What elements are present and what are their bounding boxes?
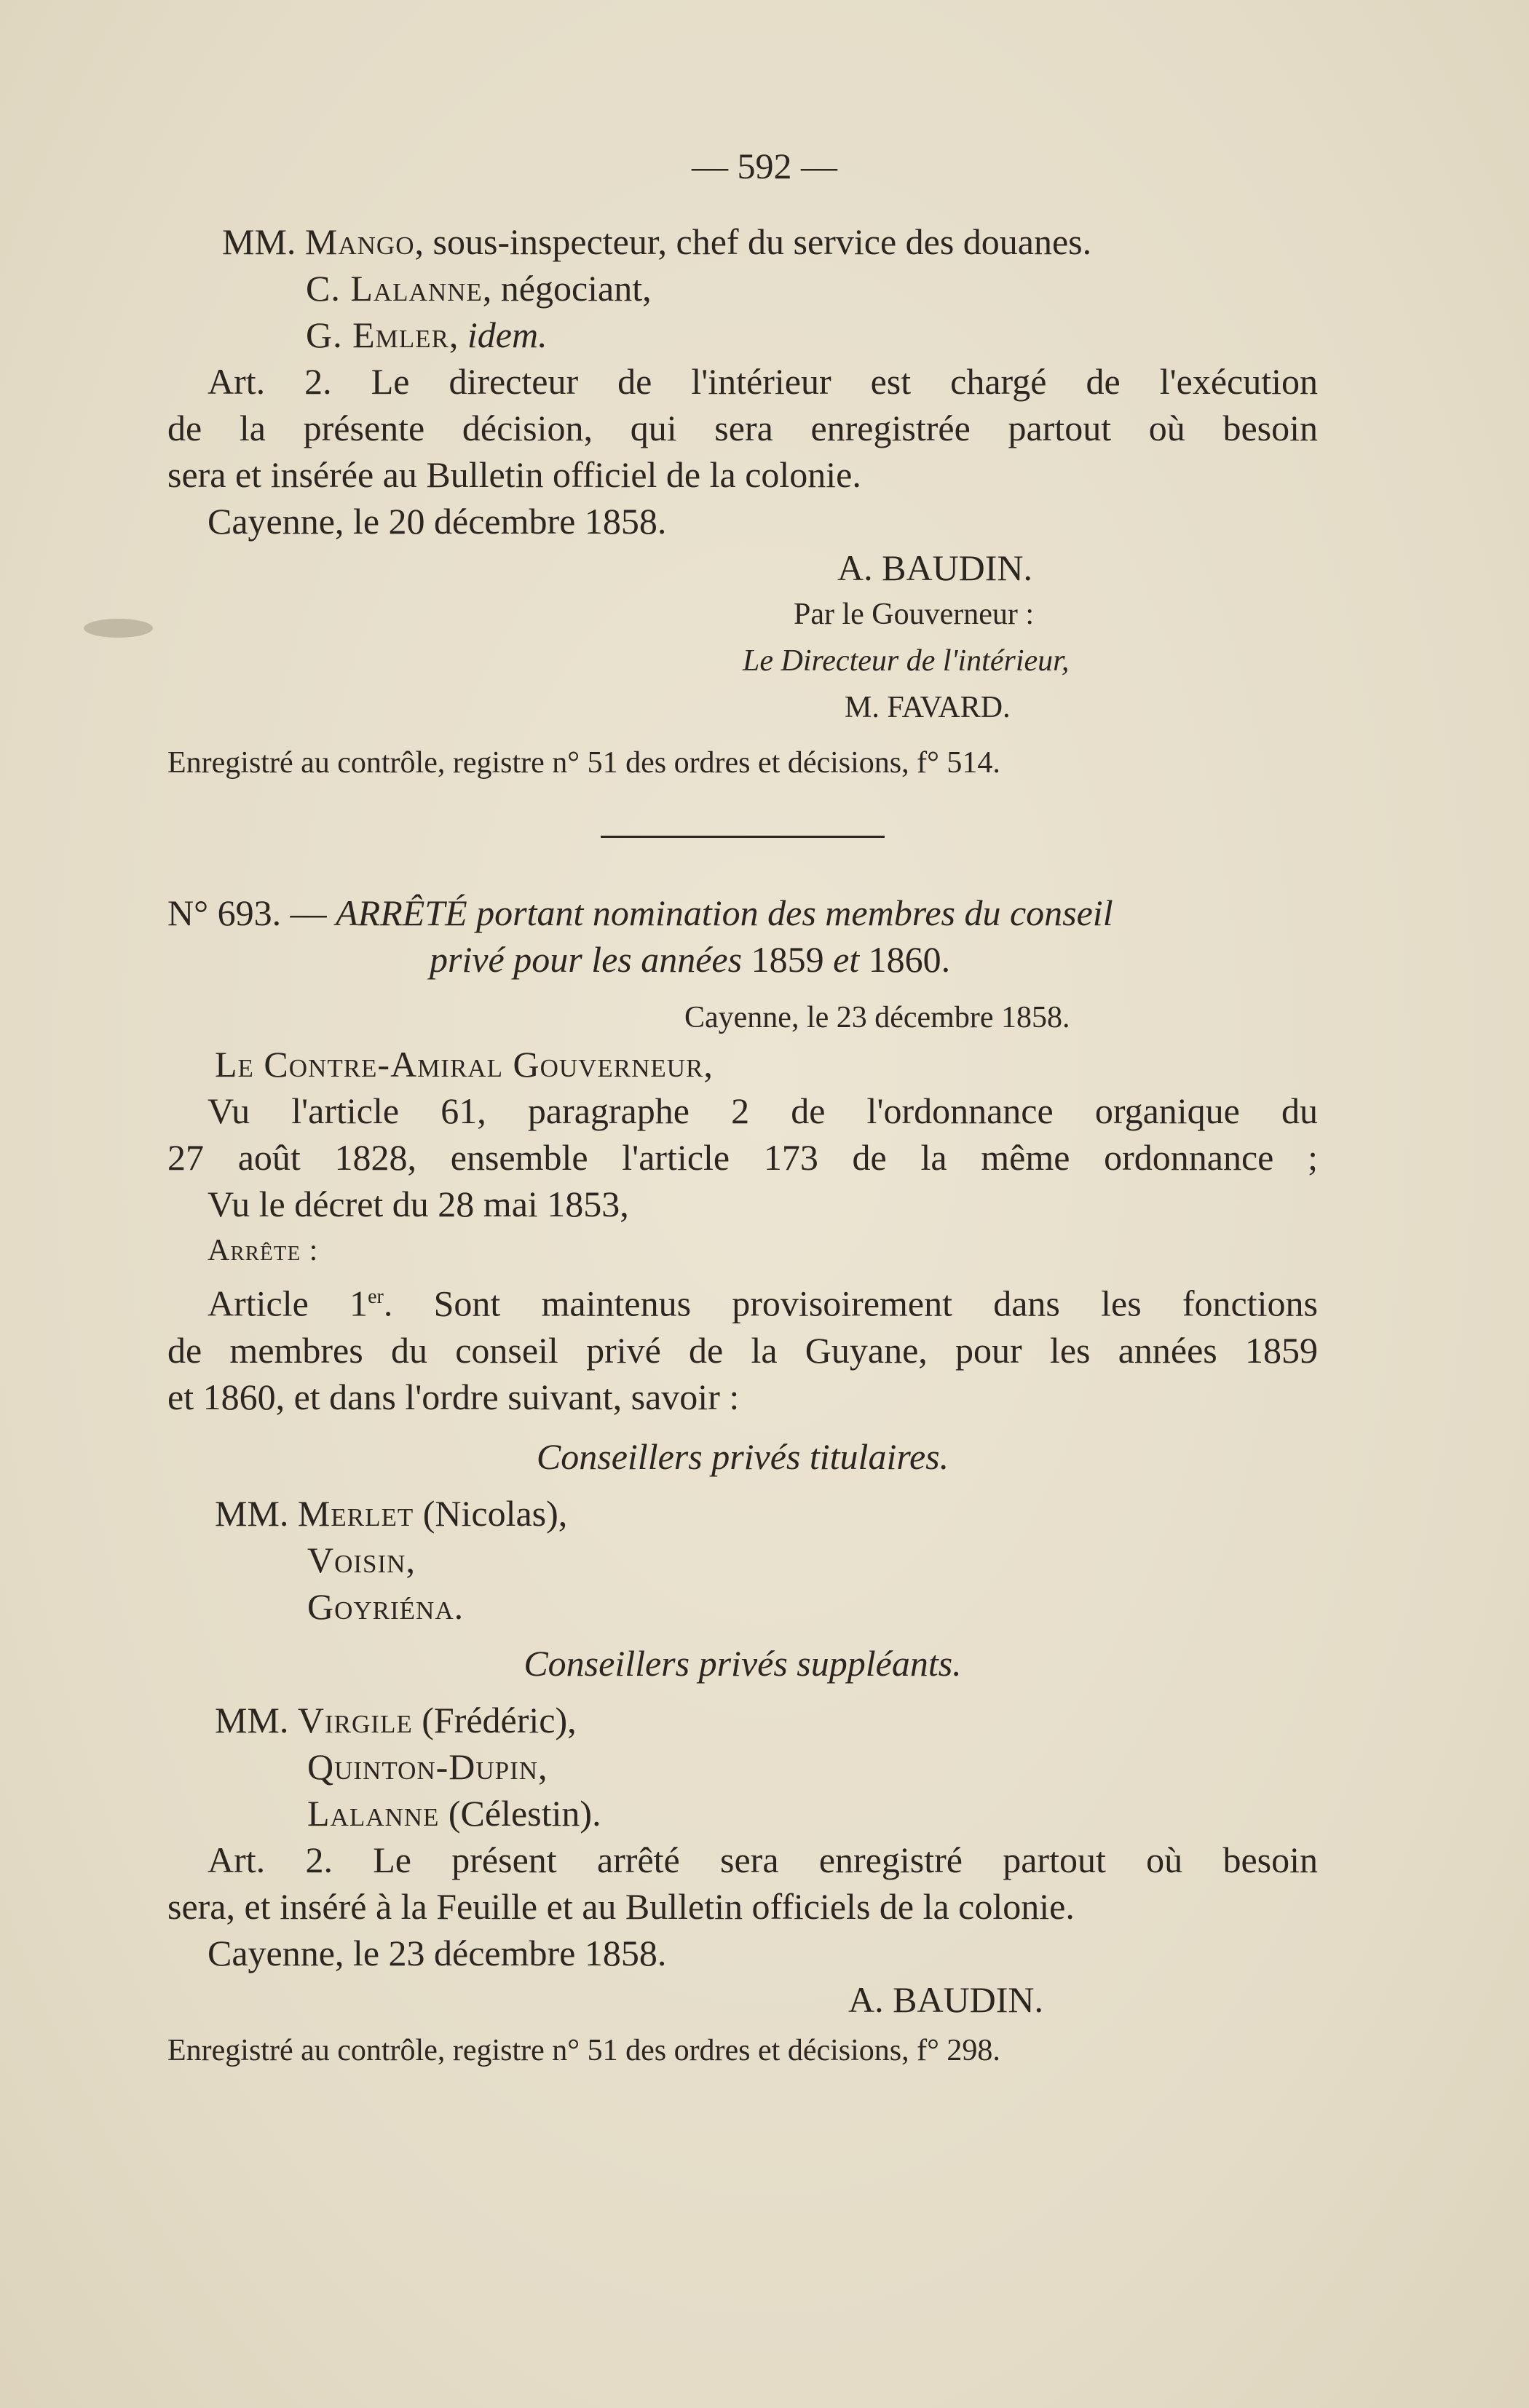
member-line [167, 312, 1318, 358]
arrete-title-text: privé pour les années [430, 939, 751, 980]
arrete-title-text: ARRÊTÉ portant nomination des membres du conseil [336, 892, 1113, 933]
article-superscript: er [368, 1286, 384, 1308]
mm-label: MM. [222, 221, 296, 262]
member-punct: , [538, 1746, 548, 1787]
mm-label: MM. [215, 1699, 289, 1740]
member-name: Quinton-Dupin [307, 1746, 539, 1787]
vu-decret: Vu le décret du 28 mai 1853, [208, 1184, 629, 1224]
signature-favard: M. FAVARD. [845, 691, 1011, 724]
member-line [167, 1743, 1318, 1790]
member-name: Goyriéna. [307, 1585, 465, 1627]
member-name: G. Emler [306, 314, 449, 355]
date-line: Cayenne, le 20 décembre 1858. [208, 501, 667, 542]
signature: A. BAUDIN. [837, 547, 1033, 588]
member-role: , [449, 314, 467, 355]
directeur-title: Le Directeur de l'intérieur, [743, 644, 1070, 678]
arrete-title-year: 1860. [868, 939, 951, 980]
arrete-title-year: 1859 [751, 939, 824, 980]
vu-paragraph: Vu l'article 61, paragraphe 2 de l'ordonnance organique du [208, 1090, 1318, 1131]
arrete-number: N° 693. [167, 892, 282, 933]
article-2-text: sera, et inséré à la Feuille et au Bulletin officiels de la colonie. [167, 1885, 1075, 1927]
arrete-title-text: et [823, 939, 869, 980]
date-line: Cayenne, le 23 décembre 1858. [208, 1932, 667, 1973]
member-firstname: (Frédéric), [412, 1699, 577, 1740]
registration-note: Enregistré au contrôle, registre n° 51 des ordres et décisions, f° 514. [167, 746, 1000, 780]
arrete-title [167, 890, 1318, 936]
member-role: idem. [467, 314, 548, 355]
member-punct: , [406, 1539, 415, 1580]
article-2-text: de la présente décision, qui sera enregistrée partout où besoin [167, 408, 1318, 448]
article-2-text: Art. 2. Le présent arrêté sera enregistré partout où besoin [208, 1839, 1318, 1880]
member-line [167, 1490, 1318, 1537]
article-1-text: et 1860, et dans l'ordre suivant, savoir : [167, 1376, 740, 1417]
member-firstname: (Célestin). [439, 1792, 601, 1834]
member-role: , négociant, [482, 268, 652, 309]
member-line [167, 218, 1318, 265]
title-dash: — [281, 892, 336, 933]
par-le-gouverneur: Par le Gouverneur : [794, 598, 1035, 631]
suppleants-heading: Conseillers privés suppléants. [524, 1642, 962, 1684]
registration-note: Enregistré au contrôle, registre n° 51 des ordres et décisions, f° 298. [167, 2033, 1000, 2067]
member-line [167, 1790, 1318, 1837]
article-text: . Sont maintenus provisoirement dans les fonctions [383, 1283, 1318, 1324]
vu-paragraph: 27 août 1828, ensemble l'article 173 de la même ordonnance ; [167, 1137, 1318, 1178]
member-role: , sous-inspecteur, chef du service des douanes. [414, 221, 1092, 262]
member-name: Mango [304, 221, 415, 262]
member-firstname: (Nicolas), [414, 1492, 568, 1534]
article-label: Article 1 [208, 1283, 368, 1324]
article-2-text: sera et insérée au Bulletin officiel de la colonie. [167, 454, 861, 495]
member-line [167, 1537, 1318, 1583]
member-name: C. Lalanne [306, 268, 483, 309]
article-1-text [167, 1274, 1318, 1327]
article-2-text: Art. 2. Le directeur de l'intérieur est chargé de l'exécution [208, 361, 1318, 402]
previous-decision [167, 218, 1318, 786]
page-number: — 592 — [692, 146, 837, 186]
article-1-text: de membres du conseil privé de la Guyane, pour les années 1859 [167, 1329, 1318, 1371]
arrete-title [167, 936, 1318, 983]
dateline: Cayenne, le 23 décembre 1858. [684, 1001, 1070, 1034]
member-name: Lalanne [307, 1792, 440, 1834]
titulaires-heading: Conseillers privés titulaires. [536, 1435, 949, 1477]
member-name: Merlet [297, 1492, 414, 1534]
ink-smudge [84, 619, 153, 638]
member-line [167, 265, 1318, 312]
signature: A. BAUDIN. [848, 1979, 1044, 2020]
gouverneur-heading: Le Contre-Amiral Gouverneur, [215, 1044, 714, 1085]
member-name: Voisin [307, 1539, 406, 1580]
member-name: Virgile [297, 1699, 413, 1740]
mm-label: MM. [215, 1492, 289, 1534]
member-line [167, 1697, 1318, 1743]
arrete-693 [167, 890, 1318, 2074]
arrete-heading: Arrête : [208, 1234, 319, 1267]
section-divider [601, 836, 885, 838]
